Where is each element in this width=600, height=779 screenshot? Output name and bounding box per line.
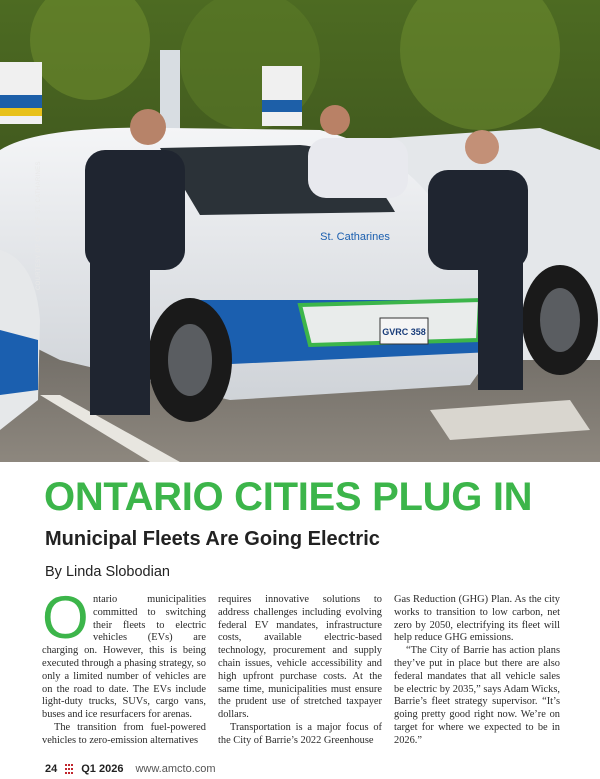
article-column-2 <box>218 594 382 748</box>
byline: By Linda Slobodian <box>45 564 170 580</box>
photo-credit: COURTESY OF CITY OF ST. CATHARINES <box>36 161 42 290</box>
article-subtitle: Municipal Fleets Are Going Electric <box>45 528 380 550</box>
page-number: 24 <box>45 763 58 775</box>
page-footer <box>45 762 216 776</box>
article-title: ONTARIO CITIES PLUG IN <box>44 475 533 519</box>
paragraph: Transportation is a major focus of the City of Barrie’s 2022 Greenhouse <box>218 721 382 746</box>
drop-cap: O <box>42 584 89 651</box>
paragraph: The transition from fuel-powered vehicles to zero-emission alternatives <box>42 721 206 746</box>
paragraph: ntario municipalities committed to switching their fleets to electric vehicles (EVs) are charging on. However, this is being executed through a phasing strategy, so only a limited number of vehicles are on the road to date. The EVs include light-duty trucks, SUVs, cargo vans, buses and ice resurfacers for arenas. <box>42 594 206 721</box>
amcto-logo-icon <box>65 764 73 775</box>
article-column-1 <box>42 584 206 748</box>
website-link[interactable]: www.amcto.com <box>135 763 216 775</box>
car-branding: St. Catharines <box>320 231 390 243</box>
paragraph: Gas Reduction (GHG) Plan. As the city works to transition to low carbon, net zero by 2050, electrifying its fleet will help reduce GHG emissions. <box>394 594 560 644</box>
issue-label: Q1 2026 <box>81 763 124 775</box>
article-column-3 <box>394 594 560 748</box>
license-plate: GVRC 358 <box>382 327 426 337</box>
paragraph: requires innovative solutions to address challenges including evolving federal EV mandates, infrastructure costs, available electric-based technology, procurement and supply chain issues, vehicle accessibility and high upfront purchase costs. At the same time, municipalities must ensure the prudent use of stretched taxpayer dollars. <box>218 594 382 721</box>
paragraph: “The City of Barrie has action plans they’ve put in place but there are also federal mandates that all vehicle sales be electric by 2035,” says Adam Wicks, Barrie’s fleet strategy supervisor. “It’s going pretty good right now. We’re on target for where we expected to be in 2026.” <box>394 645 560 746</box>
